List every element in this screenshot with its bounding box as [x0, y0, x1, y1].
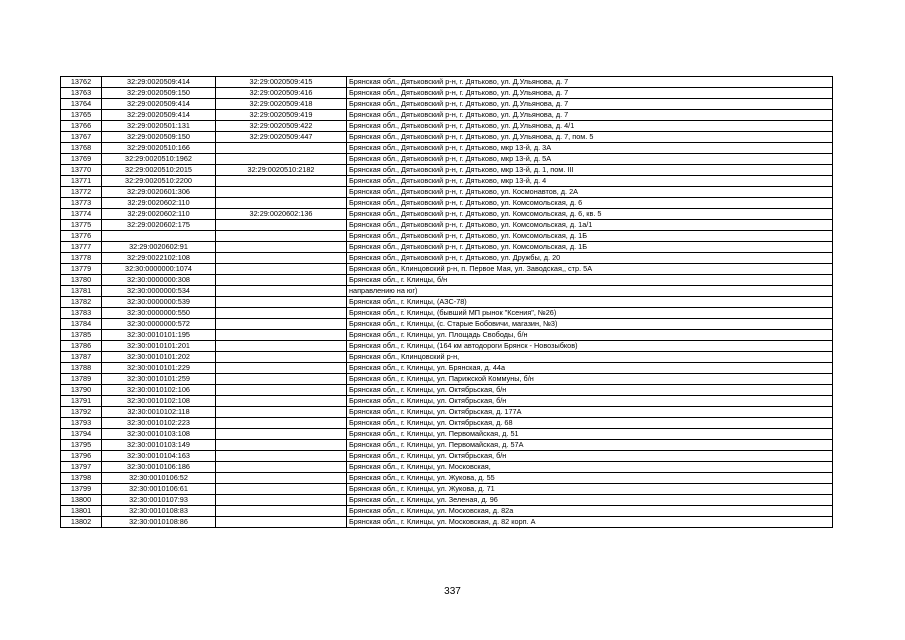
table-row	[61, 187, 833, 198]
table-row	[61, 110, 833, 121]
related-cadastral-number-cell	[216, 286, 347, 297]
address-cell: Брянская обл., г. Клинцы, ул. Октябрьская, д. 177А	[347, 407, 833, 418]
address-cell: Брянская обл., г. Клинцы, ул. Октябрьская, б/н	[347, 451, 833, 462]
cadastral-number-cell: 32:29:0020509:150	[102, 88, 216, 99]
table-row	[61, 275, 833, 286]
related-cadastral-number-cell	[216, 198, 347, 209]
address-cell: Брянская обл., г. Клинцы, ул. Октябрьская, б/н	[347, 385, 833, 396]
related-cadastral-number-cell	[216, 352, 347, 363]
related-cadastral-number-cell	[216, 484, 347, 495]
address-cell: Брянская обл., Дятьковский р-н, г. Дятьково, ул. Д.Ульянова, д. 7, пом. 5	[347, 132, 833, 143]
related-cadastral-number-cell: 32:29:0020509:416	[216, 88, 347, 99]
address-cell: Брянская обл., г. Клинцы, ул. Жукова, д. 55	[347, 473, 833, 484]
registry-table-body	[61, 77, 833, 528]
address-cell: Брянская обл., г. Клинцы, ул. Первомайская, д. 51	[347, 429, 833, 440]
related-cadastral-number-cell	[216, 385, 347, 396]
row-number-cell: 13794	[61, 429, 102, 440]
cadastral-number-cell: 32:29:0020601:306	[102, 187, 216, 198]
row-number-cell: 13787	[61, 352, 102, 363]
table-row	[61, 506, 833, 517]
table-row	[61, 495, 833, 506]
address-cell: Брянская обл., г. Клинцы, ул. Московская,	[347, 462, 833, 473]
cadastral-number-cell: 32:29:0020602:91	[102, 242, 216, 253]
table-row	[61, 341, 833, 352]
related-cadastral-number-cell: 32:29:0020509:415	[216, 77, 347, 88]
row-number-cell: 13791	[61, 396, 102, 407]
row-number-cell: 13788	[61, 363, 102, 374]
address-cell: Брянская обл., Дятьковский р-н, г. Дятьково, ул. Комсомольская, д. 6, кв. 5	[347, 209, 833, 220]
cadastral-number-cell: 32:30:0010101:259	[102, 374, 216, 385]
row-number-cell: 13784	[61, 319, 102, 330]
related-cadastral-number-cell	[216, 308, 347, 319]
related-cadastral-number-cell	[216, 275, 347, 286]
address-cell: Брянская обл., г. Клинцы, (164 км автодороги Брянск - Новозыбков)	[347, 341, 833, 352]
cadastral-number-cell: 32:30:0010102:106	[102, 385, 216, 396]
row-number-cell: 13795	[61, 440, 102, 451]
table-row	[61, 198, 833, 209]
related-cadastral-number-cell	[216, 462, 347, 473]
address-cell: Брянская обл., г. Клинцы, ул. Зеленая, д. 96	[347, 495, 833, 506]
table-row	[61, 286, 833, 297]
address-cell: Брянская обл., Дятьковский р-н, г. Дятьково, мкр 13-й, д. 4	[347, 176, 833, 187]
related-cadastral-number-cell: 32:29:0020509:418	[216, 99, 347, 110]
cadastral-number-cell: 32:30:0000000:572	[102, 319, 216, 330]
table-row	[61, 517, 833, 528]
table-row	[61, 99, 833, 110]
related-cadastral-number-cell	[216, 176, 347, 187]
table-row	[61, 209, 833, 220]
row-number-cell: 13774	[61, 209, 102, 220]
row-number-cell: 13782	[61, 297, 102, 308]
table-row	[61, 176, 833, 187]
cadastral-number-cell: 32:29:0020501:131	[102, 121, 216, 132]
related-cadastral-number-cell	[216, 297, 347, 308]
related-cadastral-number-cell	[216, 253, 347, 264]
cadastral-number-cell: 32:29:0020510:2015	[102, 165, 216, 176]
address-cell: Брянская обл., Дятьковский р-н, г. Дятьково, ул. Д.Ульянова, д. 7	[347, 77, 833, 88]
address-cell: Брянская обл., Дятьковский р-н, г. Дятьково, ул. Комсомольская, д. 1Б	[347, 231, 833, 242]
row-number-cell: 13783	[61, 308, 102, 319]
cadastral-number-cell: 32:29:0020510:166	[102, 143, 216, 154]
related-cadastral-number-cell	[216, 319, 347, 330]
cadastral-number-cell: 32:30:0010103:149	[102, 440, 216, 451]
table-row	[61, 319, 833, 330]
row-number-cell: 13778	[61, 253, 102, 264]
related-cadastral-number-cell	[216, 374, 347, 385]
related-cadastral-number-cell	[216, 407, 347, 418]
cadastral-number-cell: 32:30:0010101:229	[102, 363, 216, 374]
address-cell: Брянская обл., Дятьковский р-н, г. Дятьково, ул. Комсомольская, д. 1а/1	[347, 220, 833, 231]
cadastral-number-cell: 32:30:0010106:186	[102, 462, 216, 473]
table-row	[61, 297, 833, 308]
address-cell: Брянская обл., Клинцовский р-н,	[347, 352, 833, 363]
address-cell: Брянская обл., г. Клинцы, ул. Брянская, д. 44а	[347, 363, 833, 374]
table-row	[61, 330, 833, 341]
related-cadastral-number-cell	[216, 220, 347, 231]
cadastral-number-cell: 32:30:0000000:550	[102, 308, 216, 319]
cadastral-number-cell: 32:30:0010104:163	[102, 451, 216, 462]
cadastral-number-cell: 32:30:0010102:223	[102, 418, 216, 429]
cadastral-number-cell: 32:30:0000000:308	[102, 275, 216, 286]
address-cell: Брянская обл., Дятьковский р-н, г. Дятьково, ул. Д.Ульянова, д. 7	[347, 99, 833, 110]
address-cell: Брянская обл., г. Клинцы, ул. Московская, д. 82 корп. А	[347, 517, 833, 528]
table-row	[61, 143, 833, 154]
address-cell: Брянская обл., Дятьковский р-н, г. Дятьково, ул. Дружбы, д. 20	[347, 253, 833, 264]
row-number-cell: 13764	[61, 99, 102, 110]
cadastral-number-cell: 32:29:0020509:150	[102, 132, 216, 143]
row-number-cell: 13799	[61, 484, 102, 495]
address-cell: Брянская обл., Дятьковский р-н, г. Дятьково, мкр 13-й, д. 5А	[347, 154, 833, 165]
table-row	[61, 429, 833, 440]
row-number-cell: 13793	[61, 418, 102, 429]
address-cell: Брянская обл., Клинцовский р-н, п. Первое Мая, ул. Заводская,, стр. 5А	[347, 264, 833, 275]
table-row	[61, 374, 833, 385]
table-row	[61, 451, 833, 462]
cadastral-number-cell: 32:29:0020602:110	[102, 198, 216, 209]
table-row	[61, 385, 833, 396]
row-number-cell: 13766	[61, 121, 102, 132]
table-row	[61, 231, 833, 242]
address-cell: Брянская обл., Дятьковский р-н, г. Дятьково, мкр 13-й, д. 1, пом. III	[347, 165, 833, 176]
cadastral-number-cell: 32:29:0020510:1962	[102, 154, 216, 165]
table-row	[61, 352, 833, 363]
table-row	[61, 473, 833, 484]
cadastral-number-cell	[102, 231, 216, 242]
cadastral-number-cell: 32:29:0020509:414	[102, 77, 216, 88]
row-number-cell: 13786	[61, 341, 102, 352]
cadastral-number-cell: 32:29:0020509:414	[102, 99, 216, 110]
row-number-cell: 13800	[61, 495, 102, 506]
related-cadastral-number-cell	[216, 473, 347, 484]
table-row	[61, 220, 833, 231]
row-number-cell: 13775	[61, 220, 102, 231]
table-row	[61, 121, 833, 132]
address-cell: Брянская обл., г. Клинцы, (АЗС-78)	[347, 297, 833, 308]
address-cell: Брянская обл., г. Клинцы, (бывший МП рынок "Ксения", №26)	[347, 308, 833, 319]
cadastral-number-cell: 32:30:0010108:83	[102, 506, 216, 517]
registry-table	[60, 76, 833, 528]
cadastral-number-cell: 32:29:0020602:110	[102, 209, 216, 220]
table-row	[61, 253, 833, 264]
row-number-cell: 13790	[61, 385, 102, 396]
cadastral-number-cell: 32:30:0000000:534	[102, 286, 216, 297]
table-row	[61, 88, 833, 99]
address-cell: Брянская обл., г. Клинцы, ул. Октябрьская, д. 68	[347, 418, 833, 429]
cadastral-number-cell: 32:29:0020602:175	[102, 220, 216, 231]
row-number-cell: 13801	[61, 506, 102, 517]
table-row	[61, 242, 833, 253]
related-cadastral-number-cell: 32:29:0020510:2182	[216, 165, 347, 176]
address-cell: Брянская обл., г. Клинцы, ул. Жукова, д. 71	[347, 484, 833, 495]
row-number-cell: 13781	[61, 286, 102, 297]
cadastral-number-cell: 32:29:0020509:414	[102, 110, 216, 121]
row-number-cell: 13797	[61, 462, 102, 473]
row-number-cell: 13762	[61, 77, 102, 88]
address-cell: Брянская обл., Дятьковский р-н, г. Дятьково, ул. Д.Ульянова, д. 7	[347, 88, 833, 99]
table-row	[61, 363, 833, 374]
address-cell: Брянская обл., г. Клинцы, б/н	[347, 275, 833, 286]
row-number-cell: 13767	[61, 132, 102, 143]
related-cadastral-number-cell	[216, 363, 347, 374]
row-number-cell: 13776	[61, 231, 102, 242]
address-cell: Брянская обл., Дятьковский р-н, г. Дятьково, мкр 13-й, д. 3А	[347, 143, 833, 154]
table-row	[61, 418, 833, 429]
row-number-cell: 13771	[61, 176, 102, 187]
related-cadastral-number-cell	[216, 418, 347, 429]
row-number-cell: 13779	[61, 264, 102, 275]
address-cell: Брянская обл., г. Клинцы, ул. Парижской Коммуны, б/н	[347, 374, 833, 385]
row-number-cell: 13770	[61, 165, 102, 176]
related-cadastral-number-cell	[216, 517, 347, 528]
address-cell: Брянская обл., г. Клинцы, (с. Старые Бобовичи, магазин, №3)	[347, 319, 833, 330]
address-cell: Брянская обл., Дятьковский р-н, г. Дятьково, ул. Д.Ульянова, д. 4/1	[347, 121, 833, 132]
related-cadastral-number-cell	[216, 440, 347, 451]
address-cell: Брянская обл., г. Клинцы, ул. Площадь Свободы, б/н	[347, 330, 833, 341]
row-number-cell: 13768	[61, 143, 102, 154]
row-number-cell: 13777	[61, 242, 102, 253]
table-row	[61, 407, 833, 418]
row-number-cell: 13785	[61, 330, 102, 341]
row-number-cell: 13798	[61, 473, 102, 484]
table-row	[61, 440, 833, 451]
address-cell: направлению на юг)	[347, 286, 833, 297]
row-number-cell: 13772	[61, 187, 102, 198]
row-number-cell: 13773	[61, 198, 102, 209]
cadastral-number-cell: 32:30:0010107:93	[102, 495, 216, 506]
related-cadastral-number-cell	[216, 231, 347, 242]
cadastral-number-cell: 32:30:0010108:86	[102, 517, 216, 528]
cadastral-number-cell: 32:30:0000000:1074	[102, 264, 216, 275]
address-cell: Брянская обл., Дятьковский р-н, г. Дятьково, ул. Комсомольская, д. 1Б	[347, 242, 833, 253]
related-cadastral-number-cell: 32:29:0020602:136	[216, 209, 347, 220]
cadastral-number-cell: 32:29:0022102:108	[102, 253, 216, 264]
row-number-cell: 13765	[61, 110, 102, 121]
related-cadastral-number-cell: 32:29:0020509:447	[216, 132, 347, 143]
related-cadastral-number-cell	[216, 495, 347, 506]
address-cell: Брянская обл., Дятьковский р-н, г. Дятьково, ул. Космонавтов, д. 2А	[347, 187, 833, 198]
related-cadastral-number-cell	[216, 341, 347, 352]
address-cell: Брянская обл., г. Клинцы, ул. Первомайская, д. 57А	[347, 440, 833, 451]
table-row	[61, 132, 833, 143]
table-row	[61, 154, 833, 165]
address-cell: Брянская обл., Дятьковский р-н, г. Дятьково, ул. Д.Ульянова, д. 7	[347, 110, 833, 121]
address-cell: Брянская обл., г. Клинцы, ул. Московская, д. 82а	[347, 506, 833, 517]
row-number-cell: 13802	[61, 517, 102, 528]
cadastral-number-cell: 32:30:0010106:52	[102, 473, 216, 484]
address-cell: Брянская обл., г. Клинцы, ул. Октябрьская, б/н	[347, 396, 833, 407]
address-cell: Брянская обл., Дятьковский р-н, г. Дятьково, ул. Комсомольская, д. 6	[347, 198, 833, 209]
related-cadastral-number-cell: 32:29:0020509:419	[216, 110, 347, 121]
page-number: 337	[444, 586, 461, 597]
table-row	[61, 165, 833, 176]
cadastral-number-cell: 32:30:0010103:108	[102, 429, 216, 440]
row-number-cell: 13789	[61, 374, 102, 385]
cadastral-number-cell: 32:29:0020510:2200	[102, 176, 216, 187]
related-cadastral-number-cell	[216, 396, 347, 407]
related-cadastral-number-cell	[216, 242, 347, 253]
cadastral-number-cell: 32:30:0010102:118	[102, 407, 216, 418]
cadastral-number-cell: 32:30:0000000:539	[102, 297, 216, 308]
table-row	[61, 308, 833, 319]
cadastral-number-cell: 32:30:0010106:61	[102, 484, 216, 495]
cadastral-number-cell: 32:30:0010102:108	[102, 396, 216, 407]
table-row	[61, 396, 833, 407]
related-cadastral-number-cell	[216, 506, 347, 517]
table-row	[61, 484, 833, 495]
related-cadastral-number-cell	[216, 264, 347, 275]
row-number-cell: 13796	[61, 451, 102, 462]
table-row	[61, 264, 833, 275]
row-number-cell: 13780	[61, 275, 102, 286]
row-number-cell: 13763	[61, 88, 102, 99]
row-number-cell: 13792	[61, 407, 102, 418]
table-row	[61, 462, 833, 473]
related-cadastral-number-cell	[216, 429, 347, 440]
related-cadastral-number-cell	[216, 154, 347, 165]
related-cadastral-number-cell	[216, 187, 347, 198]
related-cadastral-number-cell: 32:29:0020509:422	[216, 121, 347, 132]
row-number-cell: 13769	[61, 154, 102, 165]
related-cadastral-number-cell	[216, 330, 347, 341]
cadastral-number-cell: 32:30:0010101:202	[102, 352, 216, 363]
related-cadastral-number-cell	[216, 143, 347, 154]
cadastral-number-cell: 32:30:0010101:201	[102, 341, 216, 352]
table-row	[61, 77, 833, 88]
related-cadastral-number-cell	[216, 451, 347, 462]
cadastral-number-cell: 32:30:0010101:195	[102, 330, 216, 341]
